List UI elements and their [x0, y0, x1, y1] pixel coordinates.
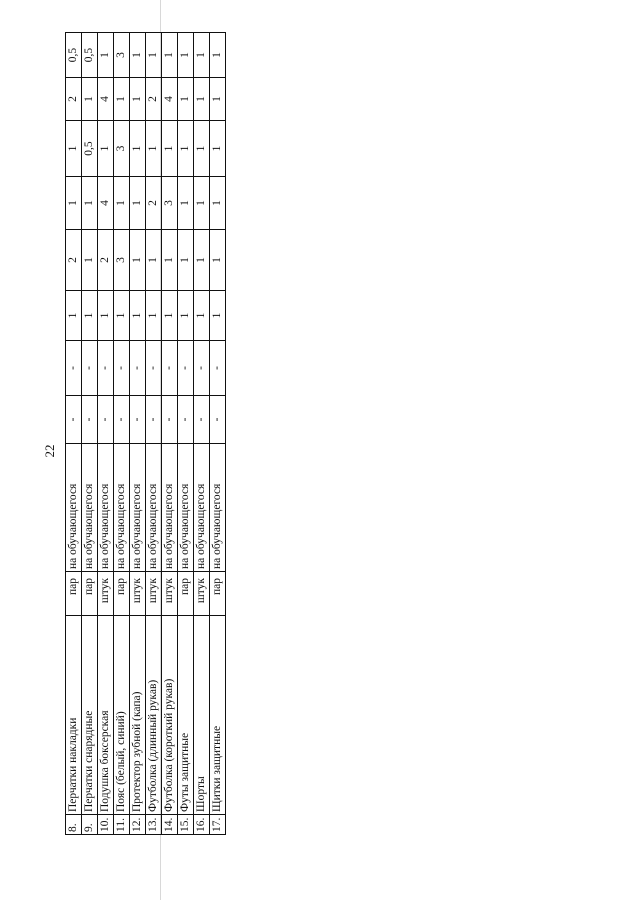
cell-basis: на обучающегося [66, 444, 82, 572]
table-row [66, 33, 82, 835]
cell-item-name: Протектор зубной (капа) [130, 616, 146, 815]
equipment-table [65, 32, 226, 835]
cell-item-name: Футболка (длинный рукав) [146, 616, 162, 815]
cell-value: - [146, 396, 162, 444]
cell-basis: на обучающегося [82, 444, 98, 572]
cell-number: 10. [98, 815, 114, 835]
cell-value: 1 [210, 78, 226, 121]
cell-item-name: Перчатки накладки [66, 616, 82, 815]
cell-value: - [194, 341, 210, 396]
table-body [66, 33, 226, 835]
cell-number: 16. [194, 815, 210, 835]
cell-value: 4 [98, 177, 114, 230]
cell-unit: пар [82, 572, 98, 616]
cell-value: 1 [194, 291, 210, 341]
cell-value: - [210, 341, 226, 396]
cell-number: 13. [146, 815, 162, 835]
cell-value: - [114, 341, 130, 396]
cell-value: 2 [146, 177, 162, 230]
cell-value: - [82, 396, 98, 444]
cell-value: 1 [66, 177, 82, 230]
cell-value: 3 [114, 33, 130, 78]
cell-basis: на обучающегося [146, 444, 162, 572]
cell-item-name: Футы защитные [178, 616, 194, 815]
cell-item-name: Перчатки снарядные [82, 616, 98, 815]
cell-value: 1 [98, 33, 114, 78]
table-row [130, 33, 146, 835]
cell-number: 12. [130, 815, 146, 835]
cell-value: - [146, 341, 162, 396]
cell-value: 1 [130, 230, 146, 291]
cell-value: 1 [130, 177, 146, 230]
table-row [162, 33, 178, 835]
cell-item-name: Пояс (белый, синий) [114, 616, 130, 815]
table-row [178, 33, 194, 835]
cell-value: 0,5 [82, 121, 98, 177]
cell-value: 4 [162, 78, 178, 121]
cell-unit: штук [98, 572, 114, 616]
cell-value: 1 [162, 33, 178, 78]
cell-value: - [130, 396, 146, 444]
cell-value: - [114, 396, 130, 444]
cell-value: 1 [98, 291, 114, 341]
cell-value: 1 [178, 121, 194, 177]
cell-value: 1 [194, 230, 210, 291]
table-row [146, 33, 162, 835]
cell-value: 1 [114, 177, 130, 230]
cell-value: 1 [178, 33, 194, 78]
table-row [82, 33, 98, 835]
cell-number: 17. [210, 815, 226, 835]
cell-value: - [82, 341, 98, 396]
cell-value: 1 [194, 121, 210, 177]
cell-item-name: Подушка боксерская [98, 616, 114, 815]
cell-value: 1 [210, 33, 226, 78]
cell-value: 1 [194, 78, 210, 121]
cell-value: 1 [130, 78, 146, 121]
cell-value: 3 [114, 230, 130, 291]
cell-number: 14. [162, 815, 178, 835]
cell-value: - [162, 341, 178, 396]
cell-value: 1 [178, 78, 194, 121]
cell-value: 1 [82, 291, 98, 341]
cell-value: 1 [82, 177, 98, 230]
cell-value: 2 [66, 230, 82, 291]
cell-value: - [98, 341, 114, 396]
cell-unit: штук [146, 572, 162, 616]
cell-value: - [178, 341, 194, 396]
cell-unit: штук [162, 572, 178, 616]
cell-value: - [162, 396, 178, 444]
cell-value: 2 [98, 230, 114, 291]
cell-value: 1 [114, 291, 130, 341]
cell-value: 1 [130, 33, 146, 78]
cell-basis: на обучающегося [162, 444, 178, 572]
table-row [98, 33, 114, 835]
cell-value: 1 [146, 33, 162, 78]
cell-value: 3 [114, 121, 130, 177]
cell-value: 1 [162, 230, 178, 291]
cell-number: 15. [178, 815, 194, 835]
cell-value: 1 [66, 121, 82, 177]
table-row [114, 33, 130, 835]
cell-value: 0,5 [82, 33, 98, 78]
cell-basis: на обучающегося [114, 444, 130, 572]
cell-basis: на обучающегося [98, 444, 114, 572]
cell-item-name: Футболка (короткий рукав) [162, 616, 178, 815]
cell-value: 1 [194, 177, 210, 230]
cell-value: 1 [130, 291, 146, 341]
cell-value: 4 [98, 78, 114, 121]
cell-value: 1 [130, 121, 146, 177]
cell-value: 1 [82, 230, 98, 291]
cell-value: - [66, 396, 82, 444]
cell-unit: штук [130, 572, 146, 616]
cell-value: - [98, 396, 114, 444]
cell-number: 8. [66, 815, 82, 835]
cell-unit: пар [210, 572, 226, 616]
cell-unit: пар [66, 572, 82, 616]
cell-value: 3 [162, 177, 178, 230]
cell-value: 1 [194, 33, 210, 78]
cell-value: - [178, 396, 194, 444]
cell-basis: на обучающегося [194, 444, 210, 572]
cell-value: 0,5 [66, 33, 82, 78]
table-container [65, 33, 223, 835]
cell-value: 1 [210, 177, 226, 230]
cell-value: 1 [66, 291, 82, 341]
cell-value: 1 [146, 291, 162, 341]
cell-value: 1 [210, 121, 226, 177]
cell-basis: на обучающегося [178, 444, 194, 572]
cell-value: - [66, 341, 82, 396]
cell-basis: на обучающегося [130, 444, 146, 572]
cell-value: 1 [146, 230, 162, 291]
cell-value: 2 [66, 78, 82, 121]
table-row [194, 33, 210, 835]
cell-basis: на обучающегося [210, 444, 226, 572]
cell-value: 1 [178, 177, 194, 230]
cell-item-name: Шорты [194, 616, 210, 815]
cell-item-name: Щитки защитные [210, 616, 226, 815]
cell-number: 11. [114, 815, 130, 835]
cell-value: 1 [210, 291, 226, 341]
cell-value: 2 [146, 78, 162, 121]
cell-value: - [130, 341, 146, 396]
cell-value: 1 [178, 230, 194, 291]
cell-value: 1 [82, 78, 98, 121]
table-row [210, 33, 226, 835]
cell-value: 1 [162, 121, 178, 177]
cell-value: 1 [178, 291, 194, 341]
cell-value: - [210, 396, 226, 444]
cell-value: 1 [146, 121, 162, 177]
cell-value: 1 [114, 78, 130, 121]
cell-number: 9. [82, 815, 98, 835]
cell-value: - [194, 396, 210, 444]
cell-value: 1 [210, 230, 226, 291]
cell-unit: пар [114, 572, 130, 616]
cell-unit: пар [178, 572, 194, 616]
cell-unit: штук [194, 572, 210, 616]
page-number: 22 [42, 444, 57, 458]
cell-value: 1 [162, 291, 178, 341]
cell-value: 1 [98, 121, 114, 177]
